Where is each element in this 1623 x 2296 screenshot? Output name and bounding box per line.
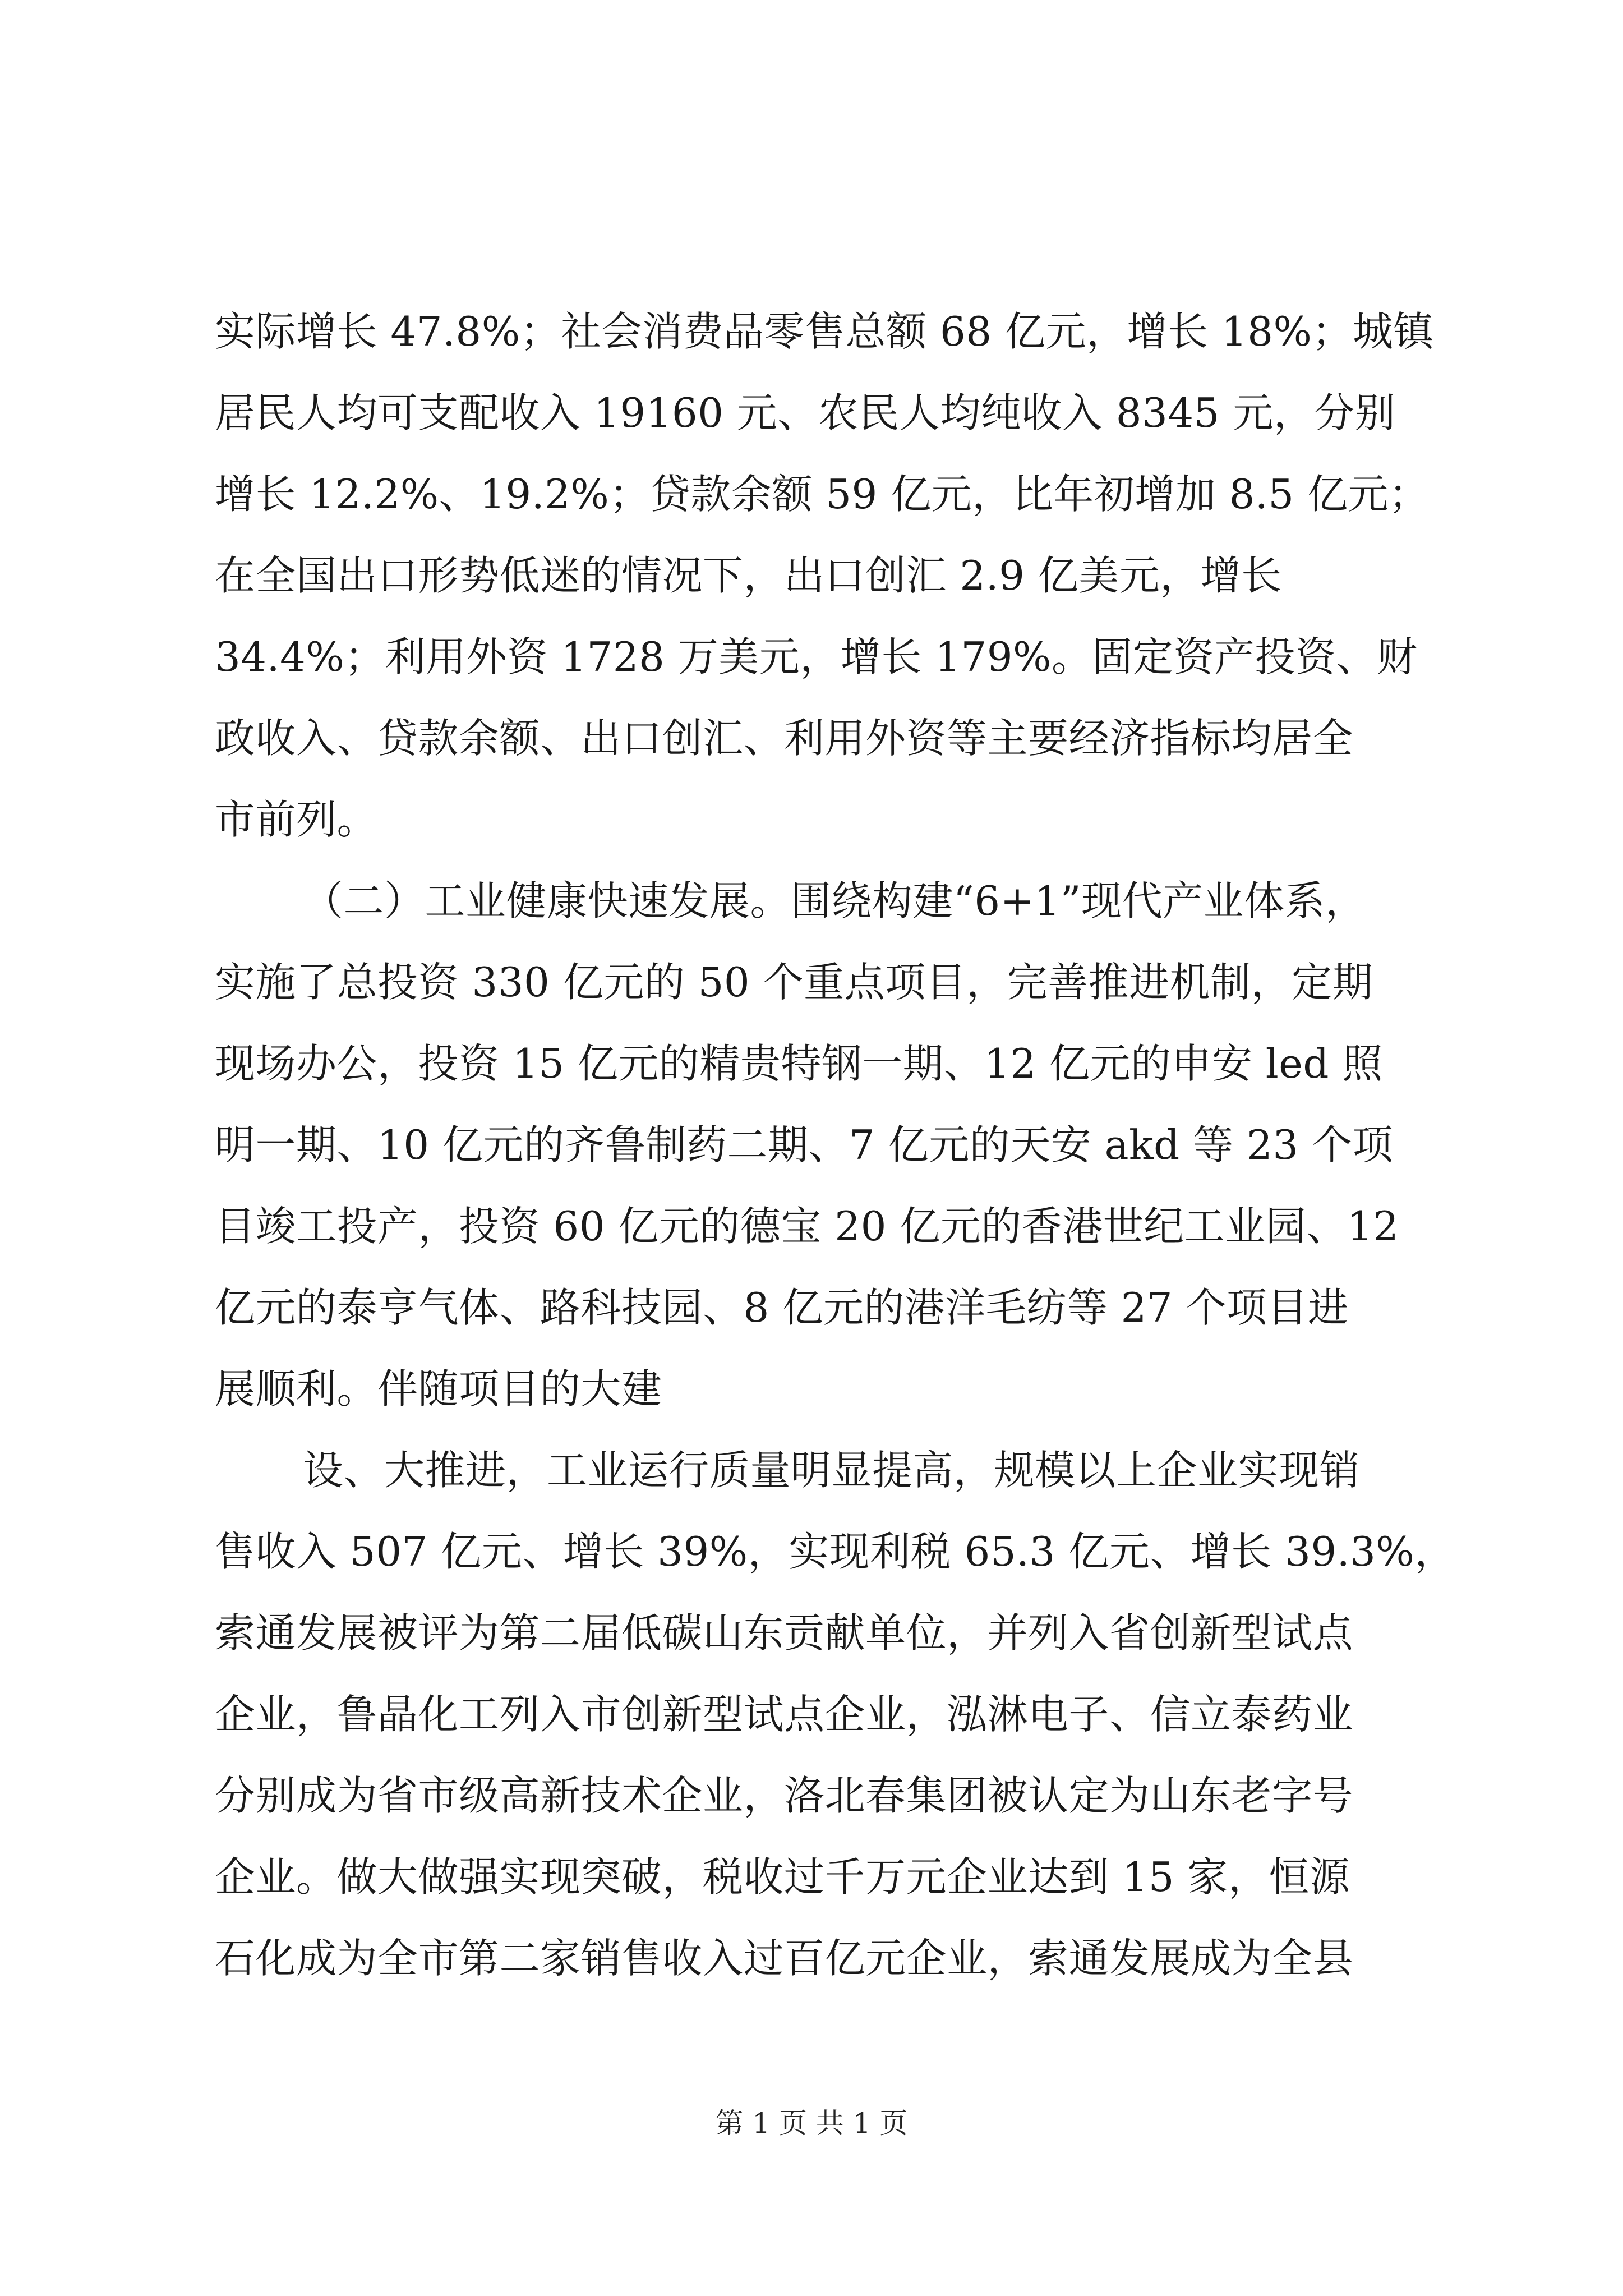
text-line: 企业。做大做强实现突破，税收过千万元企业达到 15 家，恒源: [215, 1853, 1350, 1901]
text-line: 明一期、10 亿元的齐鲁制药二期、7 亿元的天安 akd 等 23 个项: [215, 1121, 1394, 1168]
text-line: 展顺利。伴随项目的大建: [215, 1365, 662, 1412]
text-line: 在全国出口形势低迷的情况下，出口创汇 2.9 亿美元，增长: [215, 552, 1282, 599]
section-heading-line: （二）工业健康快速发展。围绕构建“6+1”现代产业体系，: [303, 877, 1366, 924]
text-line: 售收入 507 亿元、增长 39%，实现利税 65.3 亿元、增长 39.3%，: [215, 1528, 1455, 1575]
text-line: 目竣工投产，投资 60 亿元的德宝 20 亿元的香港世纪工业园、12: [215, 1203, 1399, 1250]
text-line: 企业，鲁晶化工列入市创新型试点企业，泓淋电子、信立泰药业: [215, 1691, 1354, 1738]
text-line: 分别成为省市级高新技术企业，洛北春集团被认定为山东老字号: [215, 1772, 1354, 1819]
text-line: 市前列。: [215, 796, 378, 843]
page-number-footer: 第 1 页 共 1 页: [715, 2107, 908, 2139]
text-line: 政收入、贷款余额、出口创汇、利用外资等主要经济指标均居全: [215, 715, 1354, 762]
text-line: 亿元的泰亨气体、路科技园、8 亿元的港洋毛纺等 27 个项目进: [215, 1284, 1349, 1331]
text-line: 实际增长 47.8%；社会消费品零售总额 68 亿元，增长 18%；城镇: [215, 308, 1434, 355]
text-line: 增长 12.2%、19.2%；贷款余额 59 亿元，比年初增加 8.5 亿元；: [215, 471, 1430, 518]
text-line: 索通发展被评为第二届低碳山东贡献单位，并列入省创新型试点: [215, 1609, 1354, 1657]
paragraph-start-line: 设、大推进，工业运行质量明显提高，规模以上企业实现销: [303, 1447, 1361, 1494]
text-line: 现场办公，投资 15 亿元的精贵特钢一期、12 亿元的申安 led 照: [215, 1040, 1383, 1087]
text-line: 石化成为全市第二家销售收入过百亿元企业，索通发展成为全县: [215, 1935, 1354, 1982]
text-line: 居民人均可支配收入 19160 元、农民人均纯收入 8345 元，分别: [215, 389, 1396, 436]
text-line: 实施了总投资 330 亿元的 50 个重点项目，完善推进机制，定期: [215, 959, 1373, 1006]
text-line: 34.4%；利用外资 1728 万美元，增长 179%。固定资产投资、财: [215, 633, 1418, 680]
